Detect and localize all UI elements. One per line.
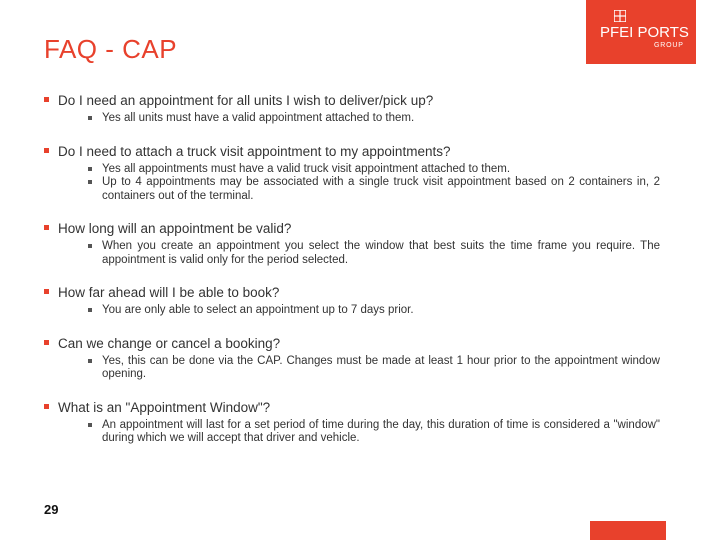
faq-item xyxy=(44,143,660,204)
page-number: 29 xyxy=(44,502,59,517)
faq-item xyxy=(44,92,660,126)
corner-accent-bar xyxy=(590,521,666,540)
faq-question: Do I need an appointment for all units I wish to deliver/pick up? xyxy=(44,92,660,109)
faq-question: How far ahead will I be able to book? xyxy=(44,284,660,301)
faq-answer: You are only able to select an appointment up to 7 days prior. xyxy=(44,304,660,318)
logo-subtitle: GROUP xyxy=(654,42,684,49)
faq-answer: Yes all units must have a valid appointment attached to them. xyxy=(44,112,660,126)
faq-question: How long will an appointment be valid? xyxy=(44,220,660,237)
logo-name: PFEI PORTS xyxy=(600,24,689,41)
faq-answer: An appointment will last for a set period of time during the day, this duration of time is considered a "window" during which we will accept that driver and vehicle. xyxy=(44,419,660,446)
faq-item xyxy=(44,220,660,267)
faq-question: Can we change or cancel a booking? xyxy=(44,335,660,352)
faq-question: What is an "Appointment Window"? xyxy=(44,399,660,416)
faq-item xyxy=(44,284,660,318)
faq-answer: Yes all appointments must have a valid truck visit appointment attached to them. xyxy=(44,163,660,177)
faq-answer: Up to 4 appointments may be associated with a single truck visit appointment based on 2 containers in, 2 containers out of the terminal. xyxy=(44,176,660,203)
faq-answer: Yes, this can be done via the CAP. Changes must be made at least 1 hour prior to the appointment window opening. xyxy=(44,355,660,382)
company-logo xyxy=(586,0,696,64)
faq-item xyxy=(44,335,660,382)
faq-answer: When you create an appointment you select the window that best suits the time frame you require. The appointment is valid only for the period selected. xyxy=(44,240,660,267)
faq-list xyxy=(44,92,660,446)
faq-item xyxy=(44,399,660,446)
faq-question: Do I need to attach a truck visit appointment to my appointments? xyxy=(44,143,660,160)
logo-mark-icon xyxy=(614,10,626,22)
slide-title: FAQ - CAP xyxy=(44,34,178,64)
